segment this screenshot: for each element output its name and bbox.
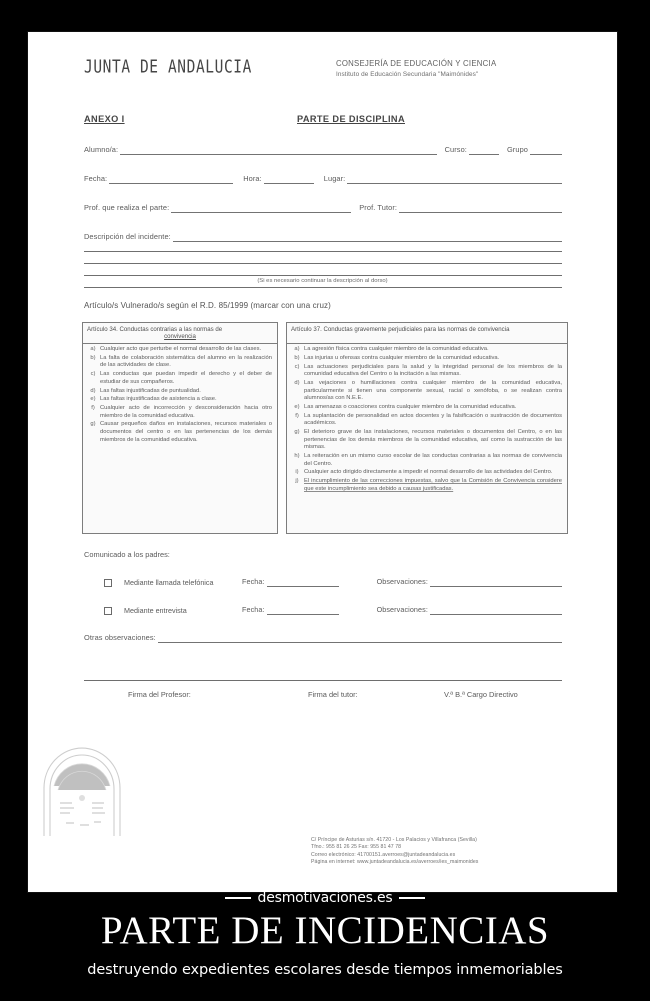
item-key: g) xyxy=(90,421,96,428)
place-label: Lugar: xyxy=(323,174,346,183)
articles-intro: Artículo/s Vulnerado/s según el R.D. 85/1999 (marcar con una cruz) xyxy=(84,301,331,310)
time-input[interactable] xyxy=(264,174,314,184)
interview-notes-input[interactable] xyxy=(430,605,562,615)
item-text: Las conductas que puedan impedir el derecho y el deber de estudiar de sus compañeros. xyxy=(100,371,272,385)
date-time-place-row xyxy=(84,174,562,184)
phone-date-input[interactable] xyxy=(267,577,339,587)
department-name: CONSEJERÍA DE EDUCACIÓN Y CIENCIA xyxy=(335,59,497,68)
place-input[interactable] xyxy=(347,174,562,184)
watermark xyxy=(0,886,650,906)
reporting-teacher-label: Prof. que realiza el parte: xyxy=(84,203,170,212)
item-text: Las faltas injustificadas de puntualidad. xyxy=(100,387,201,394)
page-title: PARTE DE DISCIPLINA xyxy=(297,114,405,124)
group-input[interactable] xyxy=(530,145,562,155)
course-label: Curso: xyxy=(444,145,467,154)
footer-email: Correo electrónico: 41700151.averroes@juntadeandalucia.es xyxy=(311,851,456,858)
item-text: Cualquier acto que perturbe el normal desarrollo de las clases. xyxy=(100,346,262,352)
item-key: g) xyxy=(294,429,300,436)
tutor-input[interactable] xyxy=(399,203,562,213)
dorso-note: (Si es necesario continuar la descripción al dorso) xyxy=(257,278,388,284)
item-text: La reiteración en un mismo curso escolar de las conductas contrarias a las normas de convivencia del Centro. xyxy=(304,453,562,467)
item-key: h) xyxy=(294,453,300,460)
article37-table xyxy=(286,322,568,534)
item-key: a) xyxy=(294,346,300,352)
item-text: La suplantación de personalidad en actos docentes y la falsificación o sustracción de documentos académicos. xyxy=(304,412,562,427)
signature-teacher-label: Firma del Profesor: xyxy=(128,690,191,699)
incident-description-input[interactable] xyxy=(173,232,562,242)
other-notes-input[interactable] xyxy=(158,633,562,643)
parents-heading: Comunicado a los padres: xyxy=(84,550,170,559)
list-item[interactable] xyxy=(290,429,564,452)
incident-description-label: Descripción del incidente: xyxy=(84,232,171,241)
other-notes-row xyxy=(84,633,562,643)
footer-address: C/ Príncipe de Asturias s/n. 41720 - Los Palacios y Villafranca (Sevilla) xyxy=(311,837,477,843)
caption-title: PARTE DE INCIDENCIAS xyxy=(100,909,550,952)
caption-subtitle: destruyendo expedientes escolares desde tiempos inmemoriables xyxy=(87,962,563,978)
scanned-document-paper xyxy=(28,32,617,892)
item-key: c) xyxy=(90,371,96,378)
list-item[interactable] xyxy=(86,405,274,420)
signature-tutor-label: Firma del tutor: xyxy=(308,690,358,699)
interview-notes-label: Observaciones: xyxy=(376,605,428,614)
item-key: c) xyxy=(294,363,300,370)
parents-row-interview xyxy=(104,605,562,615)
document-header xyxy=(84,58,564,78)
footer-website: Página en internet: www.juntadeandalucia.es/averroes/ies_maimonides xyxy=(311,859,479,866)
department-block xyxy=(336,59,496,78)
time-label: Hora: xyxy=(243,174,262,183)
annex-label: ANEXO I xyxy=(84,114,125,124)
organization-title: JUNTA DE ANDALUCIA xyxy=(84,58,252,78)
item-text: Las amenazas o coacciones contra cualquier miembro de la comunidad educativa. xyxy=(304,403,517,410)
list-item[interactable] xyxy=(86,396,274,404)
item-text: Las vejaciones o humillaciones contra cualquier miembro de la comunidad educativa, particularmente si tienen una componente sexual, racial o xenófoba, o se realizan contra alumnos/as con N.E.E. xyxy=(304,379,562,402)
checkbox-phone-call[interactable] xyxy=(104,579,112,587)
phone-notes-label: Observaciones: xyxy=(376,577,428,586)
signature-divider xyxy=(84,680,562,681)
student-input[interactable] xyxy=(120,145,436,155)
item-key: f) xyxy=(91,405,95,412)
item-key: a) xyxy=(90,346,96,352)
description-line-2[interactable] xyxy=(84,251,562,252)
item-text: El deterioro grave de las instalaciones, recursos materiales o documentos del Centro, o en las pertenencias de los demás miembros de la comunidad educativa, así como la sustracción de las mismas. xyxy=(304,429,562,451)
incident-description-row xyxy=(84,232,562,242)
list-item[interactable] xyxy=(290,404,564,412)
student-field-row xyxy=(84,145,562,155)
list-item[interactable] xyxy=(290,413,564,428)
article34-heading xyxy=(83,323,277,344)
article34-heading-line2: convivencia xyxy=(164,333,196,340)
item-key: f) xyxy=(295,412,299,419)
list-item[interactable] xyxy=(86,346,274,354)
phone-notes-input[interactable] xyxy=(430,577,562,587)
signature-director-label: V.ª B.ª Cargo Directivo xyxy=(444,690,518,699)
date-label: Fecha: xyxy=(84,174,108,183)
parents-method-interview: Mediante entrevista xyxy=(124,606,187,615)
footer-phone-fax: Tfno.: 955 81 26 25 Fax: 955 81 47 78 xyxy=(311,844,402,851)
checkbox-interview[interactable] xyxy=(104,607,112,615)
poster-caption xyxy=(0,908,650,980)
article34-table xyxy=(82,322,278,534)
watermark-text: desmotivaciones.es xyxy=(257,890,393,906)
parents-row-phone xyxy=(104,577,562,587)
item-key: e) xyxy=(90,396,96,403)
description-line-4[interactable] xyxy=(84,275,562,276)
watermark-dash-left xyxy=(225,897,251,899)
item-key: i) xyxy=(295,469,299,476)
official-seal-stamp xyxy=(36,732,128,840)
item-key: e) xyxy=(294,403,300,410)
description-line-3[interactable] xyxy=(84,263,562,264)
item-key: b) xyxy=(294,354,300,361)
item-text: El incumplimiento de las correcciones impuestas, salvo que la Comisión de Convivencia considere que este incumplimiento sea debido a causas justificadas. xyxy=(304,478,562,492)
interview-date-input[interactable] xyxy=(267,605,339,615)
article34-heading-line1: Artículo 34. Conductas contrarias a las normas de xyxy=(87,326,223,333)
date-input[interactable] xyxy=(109,174,233,184)
list-item[interactable] xyxy=(290,469,564,477)
student-label: Alumno/a: xyxy=(84,145,119,154)
item-text: La agresión física contra cualquier miembro de la comunidad educativa. xyxy=(304,346,489,352)
list-item[interactable] xyxy=(290,453,564,468)
item-key: d) xyxy=(90,387,96,394)
list-item[interactable] xyxy=(290,355,564,363)
item-key: b) xyxy=(90,354,96,361)
item-key: d) xyxy=(294,379,300,386)
other-notes-label: Otras observaciones: xyxy=(84,633,156,642)
item-text: Causar pequeños daños en instalaciones, recursos materiales o documentos del centro o en las pertenencias de los demás miembros de la comunidad educativa. xyxy=(100,421,272,443)
document-sheet xyxy=(28,32,617,892)
description-line-5[interactable] xyxy=(84,287,562,288)
list-item[interactable] xyxy=(86,371,274,386)
list-item[interactable] xyxy=(86,388,274,396)
institute-name: Instituto de Educación Secundaria "Maimónides" xyxy=(335,71,479,78)
watermark-dash-right xyxy=(399,897,425,899)
article37-heading: Artículo 37. Conductas gravemente perjudiciales para las normas de convivencia xyxy=(287,323,567,344)
item-text: Las injurias u ofensas contra cualquier miembro de la comunidad educativa. xyxy=(304,354,500,361)
list-item[interactable] xyxy=(86,355,274,370)
list-item[interactable] xyxy=(86,421,274,444)
reporting-teacher-input[interactable] xyxy=(171,203,351,213)
item-key: j) xyxy=(295,478,299,485)
list-item[interactable] xyxy=(290,364,564,379)
article34-list xyxy=(83,344,277,444)
tutor-label: Prof. Tutor: xyxy=(359,203,398,212)
teacher-tutor-row xyxy=(84,203,562,213)
course-input[interactable] xyxy=(469,145,499,155)
parents-method-phone: Mediante llamada telefónica xyxy=(124,578,214,587)
footer-contact-block xyxy=(311,837,478,867)
list-item[interactable] xyxy=(290,380,564,403)
list-item[interactable] xyxy=(290,478,564,493)
item-text: Las actuaciones perjudiciales para la salud y la integridad personal de los miembros de la comunidad educativa del Centro o la incitación a las mismas. xyxy=(304,363,562,378)
item-text: Las faltas injustificadas de asistencia a clase. xyxy=(100,396,217,403)
interview-date-label: Fecha: xyxy=(242,605,265,614)
phone-date-label: Fecha: xyxy=(242,577,265,586)
article37-list xyxy=(287,344,567,493)
item-text: Cualquier acto dirigido directamente a impedir el normal desarrollo de las actividades del Centro. xyxy=(304,469,553,476)
list-item[interactable] xyxy=(290,346,564,354)
group-label: Grupo xyxy=(506,145,528,154)
item-text: Cualquier acto de incorrección y desconsideración hacia otro miembro de la comunidad educativa. xyxy=(100,405,272,419)
item-text: La falta de colaboración sistemática del alumno en la realización de las actividades de clase. xyxy=(100,354,272,369)
